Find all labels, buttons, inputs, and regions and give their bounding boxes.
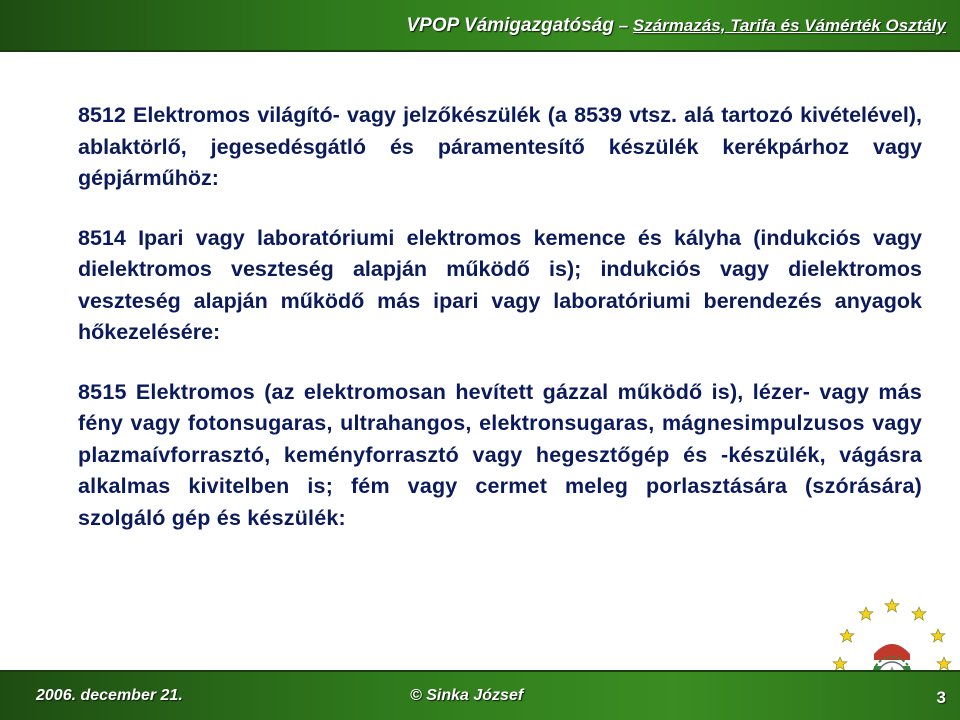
paragraph-8515: 8515 Elektromos (az elektromosan hevített gázzal működő is), lézer- vagy más fény vagy fotonsugaras, ultrahangos, elektronsugaras, mágnesimpulzusos vagy plazmaívforrasztó, keményforrasztó vagy hegesztőgép és -készülék, vágásra alkalmas kivitelben is; fém vagy cermet meleg porlasztására (szórására) szolgáló gép és készülék:: [78, 379, 922, 530]
header-separator: –: [618, 16, 629, 35]
header-bar: [0, 0, 960, 52]
header-dept: Származás, Tarifa és Vámérték Osztály: [632, 16, 946, 35]
paragraph-8514: 8514 Ipari vagy laboratóriumi elektromos kemence és kályha (indukciós vagy dielektromos veszteség alapján működő is); indukciós vagy dielektromos veszteség alapján működő más ipari vagy laboratóriumi berendezés anyagok hőkezelésére:: [78, 225, 922, 344]
footer-bar: [0, 670, 960, 720]
header-org: Vámigazgatóság: [464, 15, 614, 36]
header-title: [406, 15, 946, 37]
footer-author: © Sinka József: [410, 687, 524, 704]
footer-date: 2006. december 21.: [36, 687, 183, 704]
page-number: 3: [936, 688, 946, 707]
header-brand: VPOP: [406, 15, 460, 36]
paragraph-8512: 8512 Elektromos világító- vagy jelzőkészülék (a 8539 vtsz. alá tartozó kivételével), ablaktörlő, jegesedésgátló és páramentesítő készülék kerékpárhoz vagy gépjárműhöz:: [78, 103, 922, 190]
slide-body: [78, 100, 922, 562]
